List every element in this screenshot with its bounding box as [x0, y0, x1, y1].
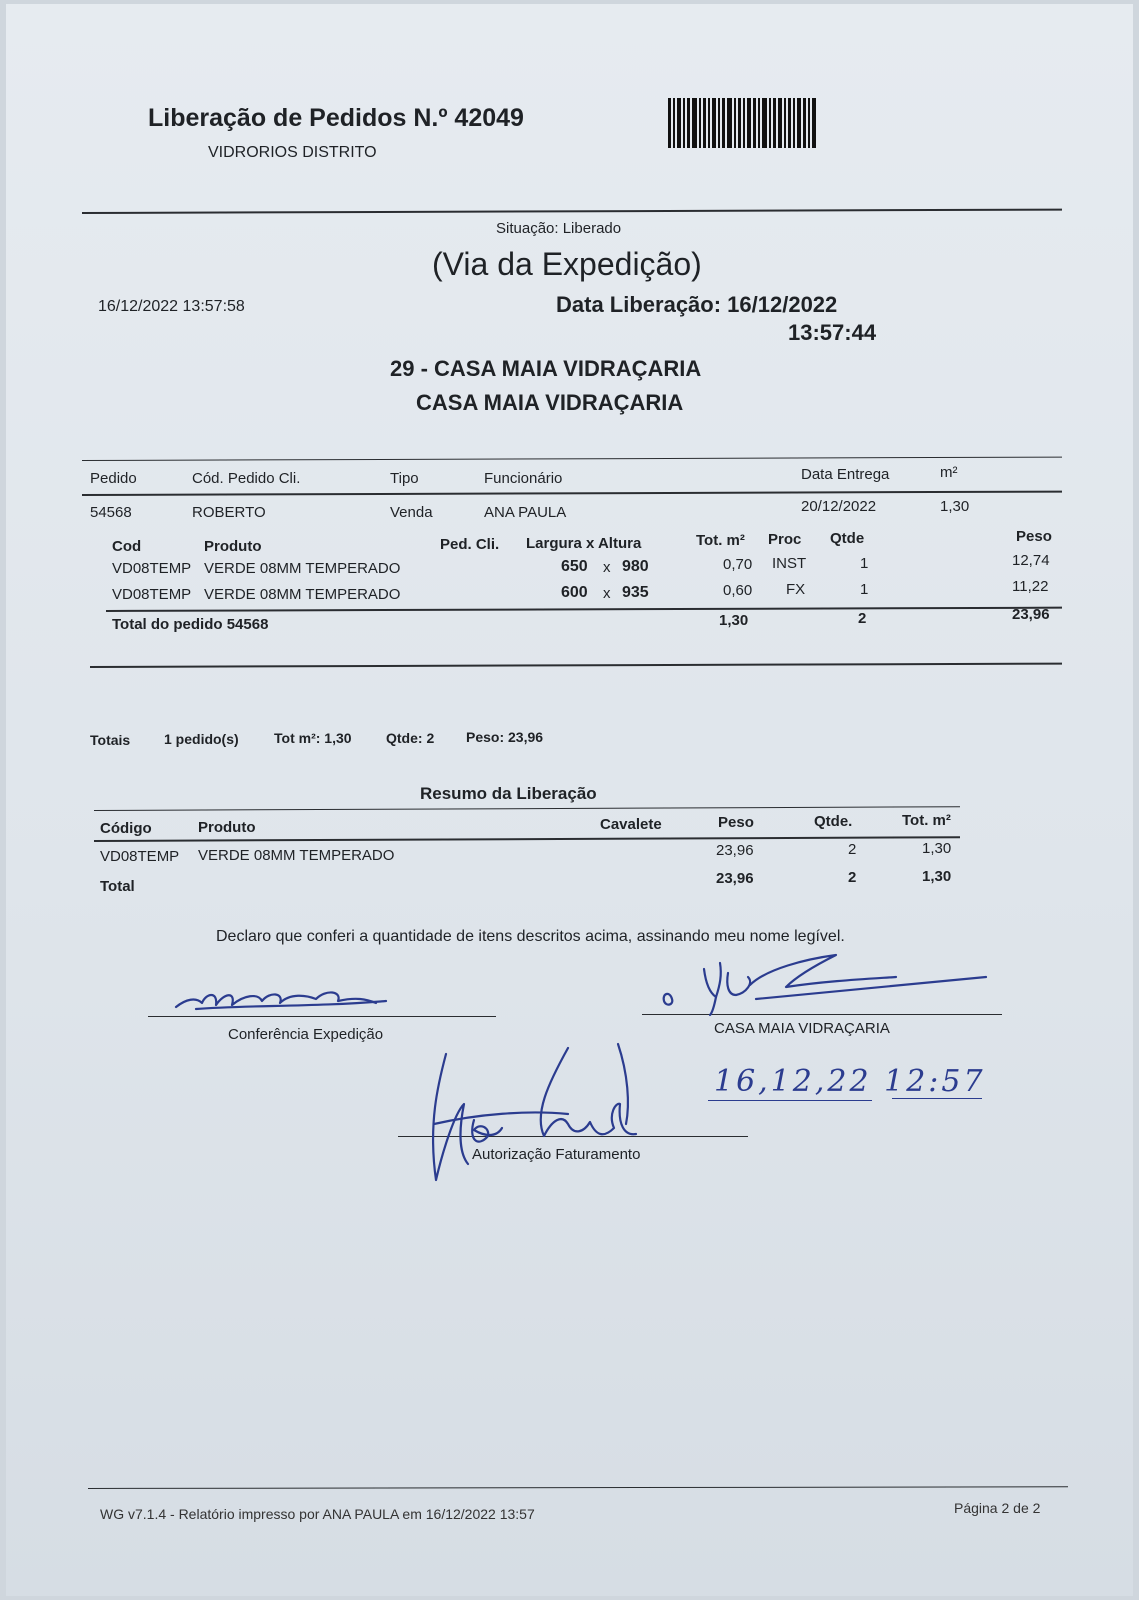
item-tot-m2: 0,60	[723, 582, 753, 599]
col-funcionario: Funcionário	[484, 470, 563, 487]
resumo-total-peso: 23,96	[716, 870, 754, 887]
resumo-total-qtde: 2	[848, 869, 857, 886]
company-name: VIDRORIOS DISTRITO	[208, 144, 377, 161]
item-altura: 935	[622, 584, 649, 601]
declaration-text: Declaro que conferi a quantidade de itens descritos acima, assinando meu nome legível.	[216, 928, 845, 945]
order-data-entrega: 20/12/2022	[801, 498, 877, 515]
resumo-col-codigo: Código	[100, 820, 152, 837]
page-number: Página 2 de 2	[954, 1500, 1041, 1516]
resumo-produto: VERDE 08MM TEMPERADO	[198, 847, 395, 864]
resumo-peso: 23,96	[716, 842, 754, 859]
items-total-rule	[106, 607, 1062, 612]
col-tot-m2: Tot. m²	[696, 532, 745, 549]
resumo-col-produto: Produto	[198, 819, 256, 836]
col-pedido: Pedido	[90, 470, 137, 487]
order-pedido: 54568	[90, 504, 132, 521]
item-cod: VD08TEMP	[112, 560, 192, 577]
hora-liberacao: 13:57:44	[788, 320, 877, 345]
col-proc: Proc	[768, 531, 802, 548]
resumo-qtde: 2	[848, 841, 857, 858]
order-cod-pedido-cli: ROBERTO	[192, 504, 266, 521]
footer-rule	[88, 1486, 1068, 1489]
totais-qtde: Qtde: 2	[386, 730, 435, 746]
item-produto: VERDE 08MM TEMPERADO	[204, 586, 401, 603]
item-largura: 650	[561, 558, 588, 575]
item-cod: VD08TEMP	[112, 586, 192, 603]
order-total-tot-m2: 1,30	[719, 612, 749, 629]
col-data-entrega: Data Entrega	[801, 466, 890, 483]
item-qtde: 1	[860, 555, 869, 572]
resumo-tot-m2: 1,30	[922, 840, 952, 857]
col-peso: Peso	[1016, 528, 1052, 545]
order-total-qtde: 2	[858, 610, 867, 627]
signature-cliente-drawing	[656, 949, 986, 1019]
order-table-header-rule	[82, 491, 1062, 496]
handwritten-time-underline	[892, 1098, 982, 1099]
via-label: (Via da Expedição)	[432, 246, 702, 282]
print-datetime: 16/12/2022 13:57:58	[98, 298, 245, 315]
col-ped-cli: Ped. Cli.	[440, 536, 500, 553]
resumo-total-tot-m2: 1,30	[922, 868, 952, 885]
item-altura: 980	[622, 558, 649, 575]
resumo-col-tot-m2: Tot. m²	[902, 812, 951, 829]
resumo-col-cavalete: Cavalete	[600, 816, 662, 833]
item-proc: INST	[772, 555, 807, 572]
signature-conferencia-drawing	[166, 979, 396, 1019]
col-cod-pedido-cli: Cód. Pedido Cli.	[192, 470, 301, 487]
resumo-total-label: Total	[100, 878, 135, 895]
order-funcionario: ANA PAULA	[484, 504, 567, 521]
data-liberacao: Data Liberação: 16/12/2022	[556, 292, 838, 317]
order-m2: 1,30	[940, 498, 970, 515]
footer-print-info: WG v7.1.4 - Relatório impresso por ANA PAULA em 16/12/2022 13:57	[100, 1506, 535, 1522]
item-largura: 600	[561, 584, 588, 601]
item-peso: 11,22	[1012, 578, 1049, 595]
totais-label: Totais	[90, 732, 131, 748]
totais-peso: Peso: 23,96	[466, 729, 544, 745]
resumo-col-qtde: Qtde.	[814, 813, 853, 830]
resumo-title: Resumo da Liberação	[420, 784, 597, 803]
order-tipo: Venda	[390, 504, 433, 521]
handwritten-date: 16,12,22 12:57	[714, 1064, 986, 1099]
resumo-col-peso: Peso	[718, 814, 754, 831]
client-name-code: 29 - CASA MAIA VIDRAÇARIA	[390, 356, 702, 381]
col-m2: m²	[940, 464, 958, 481]
situacao-label: Situação: Liberado	[496, 220, 622, 237]
item-proc: FX	[786, 581, 806, 598]
items-bottom-rule	[90, 663, 1062, 668]
col-largura-altura: Largura x Altura	[526, 535, 642, 552]
signature-label-cliente: CASA MAIA VIDRAÇARIA	[714, 1020, 890, 1037]
col-cod: Cod	[112, 538, 142, 555]
item-qtde: 1	[860, 581, 869, 598]
totais-pedidos: 1 pedido(s)	[164, 731, 239, 747]
signature-label-autorizacao: Autorização Faturamento	[472, 1146, 641, 1163]
col-produto: Produto	[204, 538, 262, 555]
resumo-codigo: VD08TEMP	[100, 848, 180, 865]
barcode	[668, 98, 840, 148]
header-divider	[82, 209, 1062, 214]
handwritten-date-underline	[708, 1100, 872, 1101]
document-page	[6, 4, 1133, 1596]
resumo-top-rule	[94, 806, 960, 811]
col-tipo: Tipo	[390, 470, 419, 487]
document-title: Liberação de Pedidos N.º 42049	[148, 104, 524, 132]
client-name: CASA MAIA VIDRAÇARIA	[416, 390, 684, 415]
resumo-header-rule	[94, 836, 960, 842]
item-x: x	[603, 559, 611, 576]
order-total-peso: 23,96	[1012, 606, 1050, 623]
totais-tot-m2: Tot m²: 1,30	[274, 730, 352, 746]
item-x: x	[603, 585, 611, 602]
signature-autorizacao-drawing	[418, 1044, 658, 1194]
item-tot-m2: 0,70	[723, 556, 753, 573]
col-qtde: Qtde	[830, 530, 865, 547]
order-table-top-rule	[82, 457, 1062, 461]
signature-label-conferencia: Conferência Expedição	[228, 1026, 384, 1043]
order-total-label: Total do pedido 54568	[112, 616, 269, 633]
item-peso: 12,74	[1012, 552, 1050, 569]
item-produto: VERDE 08MM TEMPERADO	[204, 560, 401, 577]
